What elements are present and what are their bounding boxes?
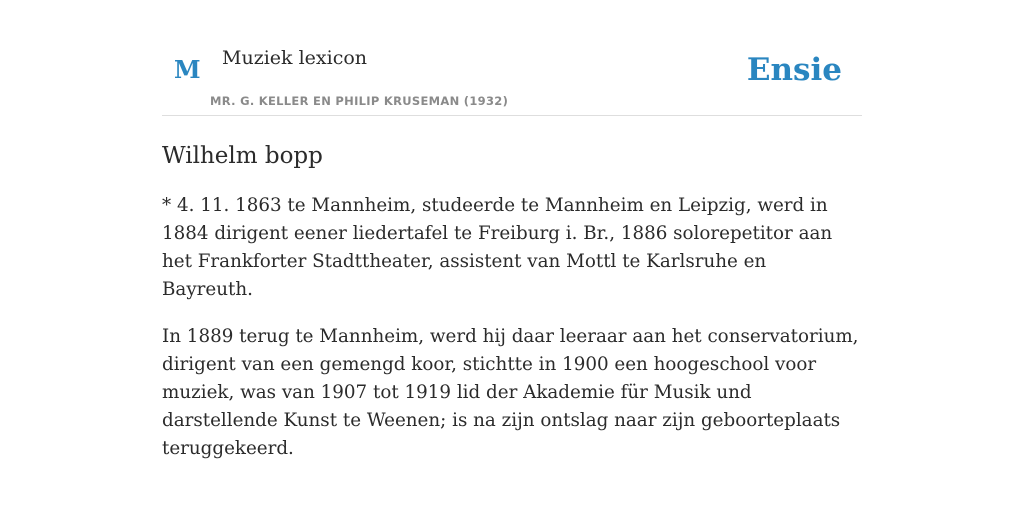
page-container [162, 0, 862, 463]
entry-title: Wilhelm bopp [162, 143, 323, 169]
entry-paragraph: In 1889 terug te Mannheim, werd hij daar leeraar aan het conservatorium, dirigent van een gemengd koor, stichtte in 1900 een hoogeschool voor muziek, was van 1907 tot 1919 lid der Akademie für Musik und darstellende Kunst te Weenen; is na zijn ontslag naar zijn geboorteplaats teruggekeerd. [162, 326, 859, 459]
book-authors: MR. G. KELLER EN PHILIP KRUSEMAN (1932) [210, 94, 509, 108]
book-header [162, 0, 862, 116]
book-title-link[interactable]: Muziek lexicon [222, 47, 368, 69]
entry-body [162, 192, 862, 463]
ensie-logo-link[interactable]: Ensie [746, 52, 842, 88]
entry-paragraph: * 4. 11. 1863 te Mannheim, studeerde te Mannheim en Leipzig, werd in 1884 dirigent eener liedertafel te Freiburg i. Br., 1886 solorepetitor aan het Frankforter Stadttheater, assistent van Mottl te Karlsruhe en Bayreuth. [162, 195, 833, 300]
book-logo-icon[interactable]: M [174, 55, 201, 84]
